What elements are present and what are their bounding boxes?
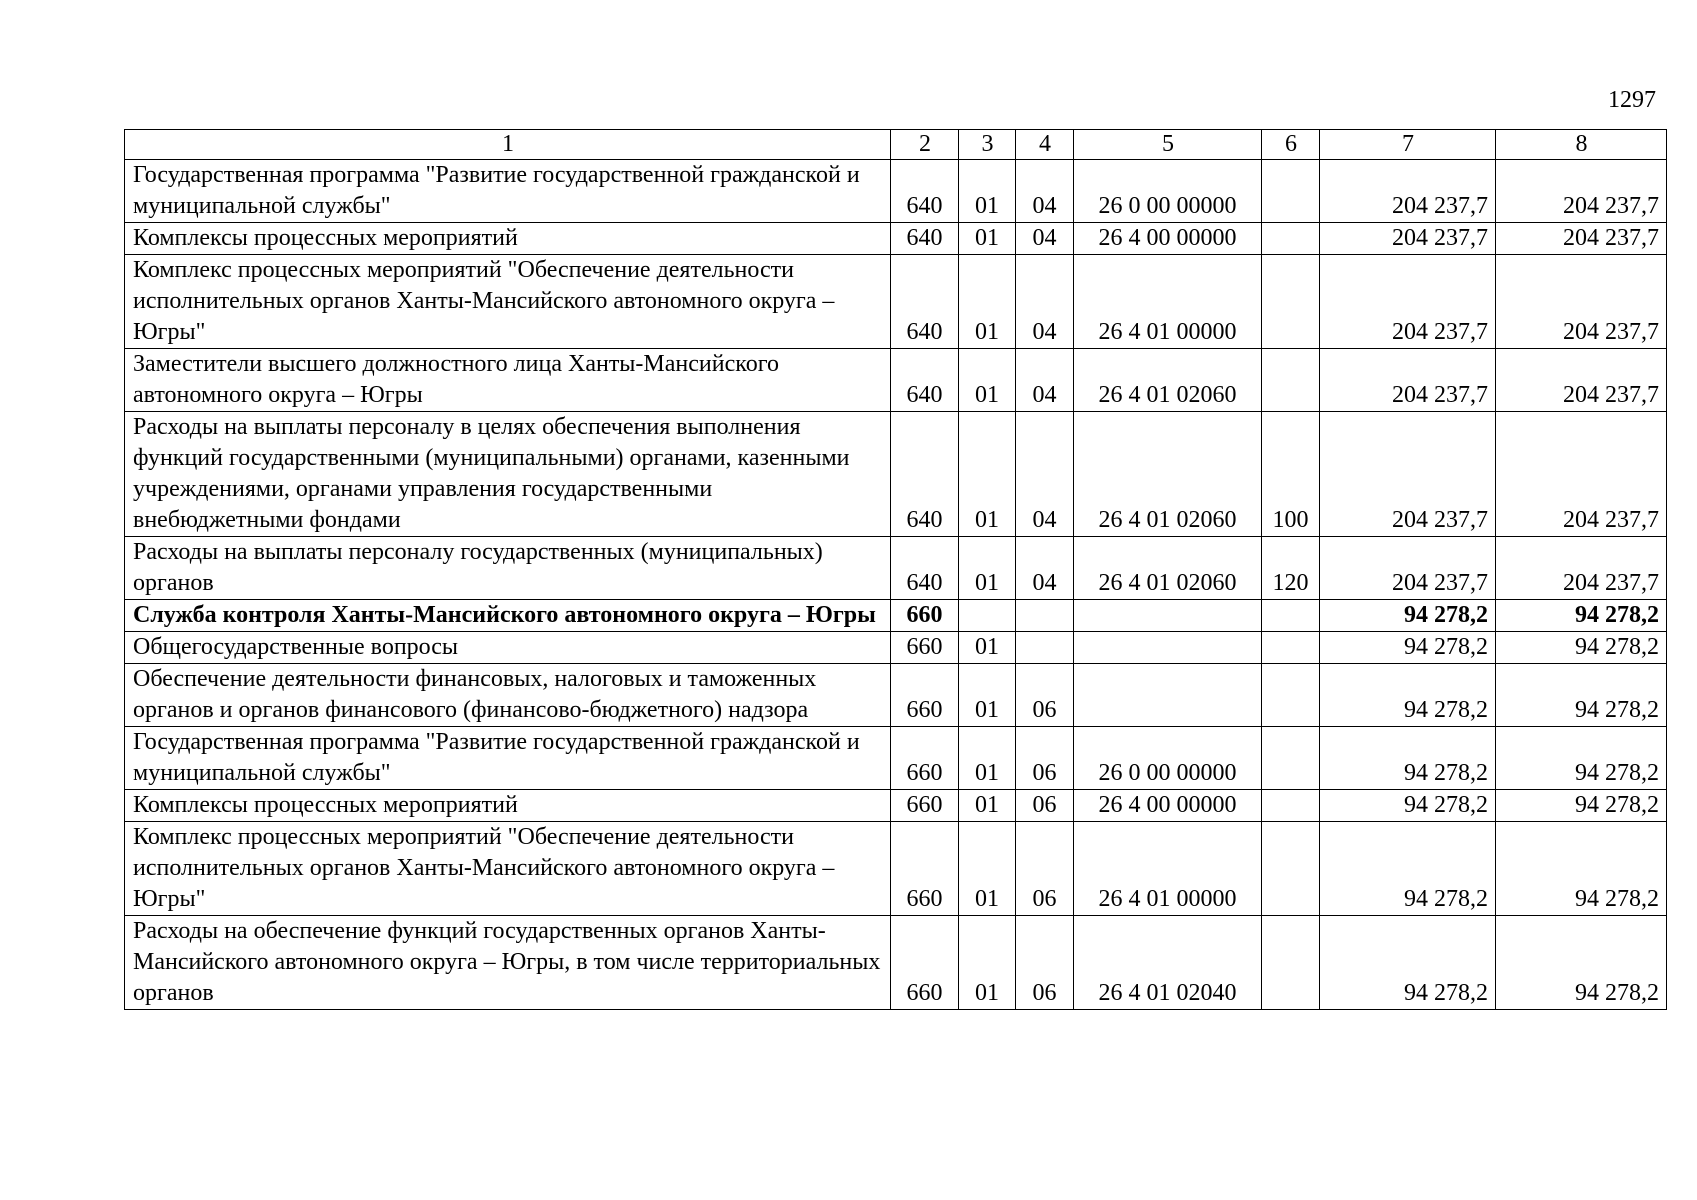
expense-type-cell xyxy=(1262,632,1320,664)
amount-cell-7: 204 237,7 xyxy=(1320,160,1496,223)
amount-cell-8: 204 237,7 xyxy=(1496,223,1667,255)
subsection-code-cell: 06 xyxy=(1016,916,1074,1010)
row-name-cell: Расходы на обеспечение функций государственных органов Ханты-Мансийского автономного округа – Югры, в том числе территориальных органов xyxy=(125,916,891,1010)
amount-cell-8: 204 237,7 xyxy=(1496,412,1667,537)
row-name-cell: Комплексы процессных мероприятий xyxy=(125,790,891,822)
row-name-cell: Государственная программа "Развитие государственной гражданской и муниципальной службы" xyxy=(125,727,891,790)
budget-table xyxy=(124,129,1667,1010)
section-code-cell: 01 xyxy=(959,822,1016,916)
amount-cell-7: 94 278,2 xyxy=(1320,790,1496,822)
target-article-cell xyxy=(1074,600,1262,632)
row-name-cell: Расходы на выплаты персоналу в целях обеспечения выполнения функций государственными (муниципальными) органами, казенными учреждениями, органами управления государственными внебюджетными фондами xyxy=(125,412,891,537)
admin-code-cell: 660 xyxy=(891,822,959,916)
amount-cell-8: 204 237,7 xyxy=(1496,160,1667,223)
target-article-cell: 26 4 01 02040 xyxy=(1074,916,1262,1010)
row-name-cell: Комплекс процессных мероприятий "Обеспечение деятельности исполнительных органов Ханты-Мансийского автономного округа – Югры" xyxy=(125,255,891,349)
section-code-cell: 01 xyxy=(959,537,1016,600)
section-code-cell xyxy=(959,600,1016,632)
section-code-cell: 01 xyxy=(959,790,1016,822)
table-row xyxy=(125,160,1667,223)
amount-cell-7: 94 278,2 xyxy=(1320,632,1496,664)
admin-code-cell: 660 xyxy=(891,790,959,822)
admin-code-cell: 640 xyxy=(891,537,959,600)
admin-code-cell: 660 xyxy=(891,727,959,790)
section-code-cell: 01 xyxy=(959,916,1016,1010)
admin-code-cell: 660 xyxy=(891,916,959,1010)
section-code-cell: 01 xyxy=(959,223,1016,255)
row-name-cell: Комплекс процессных мероприятий "Обеспечение деятельности исполнительных органов Ханты-Мансийского автономного округа – Югры" xyxy=(125,822,891,916)
section-code-cell: 01 xyxy=(959,412,1016,537)
table-row xyxy=(125,727,1667,790)
table-row xyxy=(125,822,1667,916)
subsection-code-cell xyxy=(1016,600,1074,632)
amount-cell-7: 94 278,2 xyxy=(1320,727,1496,790)
table-row xyxy=(125,664,1667,727)
amount-cell-7: 204 237,7 xyxy=(1320,537,1496,600)
subsection-code-cell: 06 xyxy=(1016,822,1074,916)
amount-cell-8: 94 278,2 xyxy=(1496,822,1667,916)
subsection-code-cell: 04 xyxy=(1016,160,1074,223)
table-row xyxy=(125,349,1667,412)
target-article-cell: 26 4 01 00000 xyxy=(1074,255,1262,349)
table-row xyxy=(125,632,1667,664)
section-code-cell: 01 xyxy=(959,727,1016,790)
target-article-cell xyxy=(1074,632,1262,664)
admin-code-cell: 640 xyxy=(891,160,959,223)
target-article-cell: 26 4 01 00000 xyxy=(1074,822,1262,916)
section-code-cell: 01 xyxy=(959,632,1016,664)
admin-code-cell: 660 xyxy=(891,664,959,727)
target-article-cell: 26 0 00 00000 xyxy=(1074,727,1262,790)
amount-cell-7: 204 237,7 xyxy=(1320,223,1496,255)
header-cell: 3 xyxy=(959,130,1016,160)
expense-type-cell xyxy=(1262,790,1320,822)
amount-cell-8: 94 278,2 xyxy=(1496,916,1667,1010)
subsection-code-cell: 04 xyxy=(1016,223,1074,255)
expense-type-cell xyxy=(1262,349,1320,412)
table-row xyxy=(125,600,1667,632)
header-cell: 6 xyxy=(1262,130,1320,160)
section-code-cell: 01 xyxy=(959,664,1016,727)
expense-type-cell xyxy=(1262,255,1320,349)
expense-type-cell xyxy=(1262,600,1320,632)
amount-cell-7: 204 237,7 xyxy=(1320,412,1496,537)
target-article-cell: 26 4 00 00000 xyxy=(1074,790,1262,822)
admin-code-cell: 640 xyxy=(891,349,959,412)
section-code-cell: 01 xyxy=(959,160,1016,223)
row-name-cell: Обеспечение деятельности финансовых, налоговых и таможенных органов и органов финансового (финансово-бюджетного) надзора xyxy=(125,664,891,727)
admin-code-cell: 640 xyxy=(891,255,959,349)
admin-code-cell: 640 xyxy=(891,223,959,255)
admin-code-cell: 640 xyxy=(891,412,959,537)
amount-cell-7: 94 278,2 xyxy=(1320,822,1496,916)
header-cell: 4 xyxy=(1016,130,1074,160)
expense-type-cell xyxy=(1262,664,1320,727)
admin-code-cell: 660 xyxy=(891,632,959,664)
amount-cell-7: 204 237,7 xyxy=(1320,349,1496,412)
table-row xyxy=(125,916,1667,1010)
amount-cell-8: 204 237,7 xyxy=(1496,537,1667,600)
table-row xyxy=(125,412,1667,537)
header-cell: 1 xyxy=(125,130,891,160)
section-code-cell: 01 xyxy=(959,255,1016,349)
header-cell: 7 xyxy=(1320,130,1496,160)
row-name-cell: Общегосударственные вопросы xyxy=(125,632,891,664)
target-article-cell: 26 0 00 00000 xyxy=(1074,160,1262,223)
target-article-cell xyxy=(1074,664,1262,727)
row-name-cell: Комплексы процессных мероприятий xyxy=(125,223,891,255)
expense-type-cell xyxy=(1262,160,1320,223)
subsection-code-cell: 06 xyxy=(1016,664,1074,727)
expense-type-cell xyxy=(1262,916,1320,1010)
row-name-cell: Заместители высшего должностного лица Ханты-Мансийского автономного округа – Югры xyxy=(125,349,891,412)
target-article-cell: 26 4 01 02060 xyxy=(1074,349,1262,412)
amount-cell-8: 204 237,7 xyxy=(1496,255,1667,349)
table-row xyxy=(125,537,1667,600)
header-row xyxy=(125,130,1667,160)
amount-cell-8: 204 237,7 xyxy=(1496,349,1667,412)
expense-type-cell: 120 xyxy=(1262,537,1320,600)
target-article-cell: 26 4 01 02060 xyxy=(1074,412,1262,537)
table-row xyxy=(125,223,1667,255)
section-code-cell: 01 xyxy=(959,349,1016,412)
subsection-code-cell: 04 xyxy=(1016,412,1074,537)
target-article-cell: 26 4 00 00000 xyxy=(1074,223,1262,255)
header-cell: 2 xyxy=(891,130,959,160)
header-cell: 8 xyxy=(1496,130,1667,160)
admin-code-cell: 660 xyxy=(891,600,959,632)
subsection-code-cell: 06 xyxy=(1016,727,1074,790)
amount-cell-7: 204 237,7 xyxy=(1320,255,1496,349)
subsection-code-cell: 04 xyxy=(1016,255,1074,349)
amount-cell-7: 94 278,2 xyxy=(1320,664,1496,727)
row-name-cell: Служба контроля Ханты-Мансийского автономного округа – Югры xyxy=(125,600,891,632)
subsection-code-cell xyxy=(1016,632,1074,664)
amount-cell-8: 94 278,2 xyxy=(1496,600,1667,632)
amount-cell-7: 94 278,2 xyxy=(1320,600,1496,632)
target-article-cell: 26 4 01 02060 xyxy=(1074,537,1262,600)
page-number: 1297 xyxy=(1608,87,1656,113)
row-name-cell: Государственная программа "Развитие государственной гражданской и муниципальной службы" xyxy=(125,160,891,223)
amount-cell-8: 94 278,2 xyxy=(1496,790,1667,822)
amount-cell-8: 94 278,2 xyxy=(1496,727,1667,790)
subsection-code-cell: 04 xyxy=(1016,349,1074,412)
amount-cell-8: 94 278,2 xyxy=(1496,664,1667,727)
amount-cell-7: 94 278,2 xyxy=(1320,916,1496,1010)
expense-type-cell xyxy=(1262,727,1320,790)
subsection-code-cell: 06 xyxy=(1016,790,1074,822)
expense-type-cell xyxy=(1262,223,1320,255)
header-cell: 5 xyxy=(1074,130,1262,160)
expense-type-cell xyxy=(1262,822,1320,916)
row-name-cell: Расходы на выплаты персоналу государственных (муниципальных) органов xyxy=(125,537,891,600)
amount-cell-8: 94 278,2 xyxy=(1496,632,1667,664)
table-row xyxy=(125,255,1667,349)
table-row xyxy=(125,790,1667,822)
expense-type-cell: 100 xyxy=(1262,412,1320,537)
subsection-code-cell: 04 xyxy=(1016,537,1074,600)
